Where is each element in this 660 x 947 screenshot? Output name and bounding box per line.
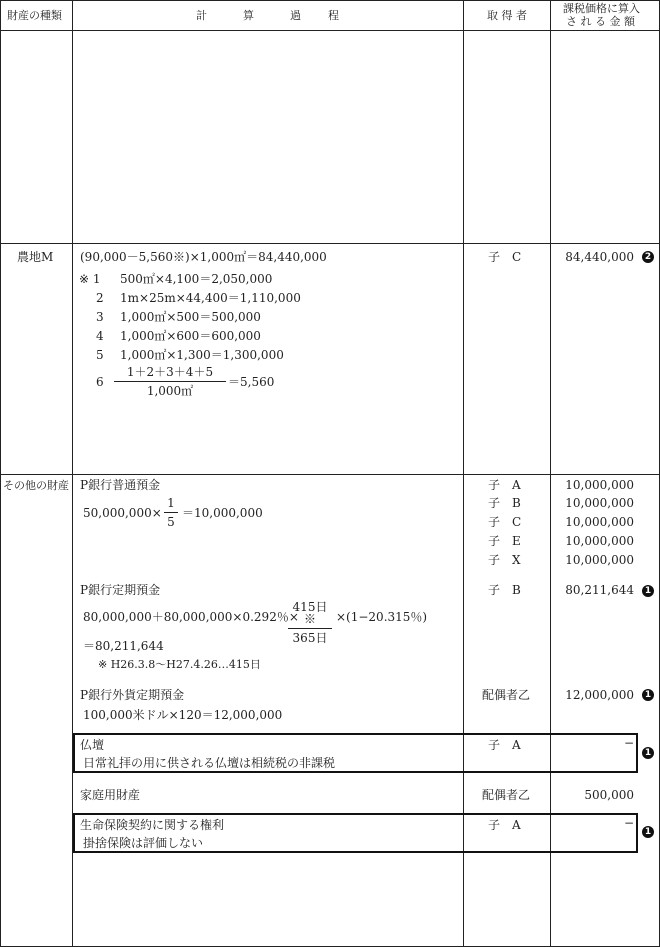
butsudan-text: 日常礼拝の用に供される仏壇は相続税の非課税 [83,756,336,770]
farmland-note6-numerator: 1＋2＋3＋4＋5 [126,365,214,379]
fraction-bar [164,512,178,513]
ordinary-formula-post: ＝10,000,000 [182,506,263,520]
farmland-note-4: 1,000㎡×600＝600,000 [120,329,261,343]
butsudan-acquirer: 子 A [488,738,521,752]
foreign-acquirer: 配偶者乙 [482,688,531,702]
ordinary-acquirer-5: 子 X [488,553,521,567]
household-title: 家庭用財産 [80,788,141,802]
ordinary-formula-pre: 50,000,000× [83,506,162,520]
table-border-top [0,0,660,1]
farmland-type: 農地M [17,250,54,264]
score-badge-1: 1 [642,826,654,838]
farmland-note6-fraction [114,366,226,397]
farmland-note-no-5: 5 [96,348,104,362]
header-amount-line1: 課税価格に算入 [563,2,640,15]
fraction-bar [288,628,332,629]
ordinary-denominator: 5 [167,515,175,529]
farmland-formula: (90,000－5,560※)×1,000㎡＝84,440,000 [80,250,327,264]
time-fraction [288,601,332,644]
farmland-note6-denominator: 1,000㎡ [146,384,194,398]
header-calc-1: 計 [196,9,207,22]
score-badge-1: 1 [642,585,654,597]
insurance-amount: − [623,816,634,830]
ordinary-acquirer-4: 子 E [488,534,521,548]
time-amount: 80,211,644 [565,583,634,597]
ordinary-fraction [164,497,178,528]
time-denominator: 365日 [292,631,328,645]
farmland-note-2: 1m×25m×44,400＝1,110,000 [120,291,301,305]
ordinary-acquirer-3: 子 C [488,515,522,529]
insurance-acquirer: 子 A [488,818,521,832]
farmland-note-no-4: 4 [96,329,104,343]
ordinary-amount-5: 10,000,000 [565,553,634,567]
header-acquirer: 取 得 者 [487,9,527,22]
time-formula-post: ×(1−20.315％) [336,610,428,624]
header-calc-4: 程 [328,9,339,22]
score-badge-1: 1 [642,689,654,701]
header-calc-2: 算 [243,9,254,22]
farmland-note-no-6: 6 [96,375,104,389]
butsudan-amount: − [623,736,634,750]
foreign-deposit-title: P銀行外貨定期預金 [80,688,185,702]
ordinary-acquirer-2: 子 B [488,496,521,510]
farmland-amount: 84,440,000 [565,250,634,264]
farmland-note-no-1: ※ 1 [79,272,101,286]
time-deposit-title: P銀行定期預金 [80,583,161,597]
ordinary-amount-1: 10,000,000 [565,478,634,492]
time-acquirer: 子 B [488,583,521,597]
time-formula-pre: 80,000,000＋80,000,000×0.292％× [83,610,299,624]
score-badge-1: 1 [642,747,654,759]
header-property-type: 財産の種類 [7,9,62,22]
ordinary-numerator: 1 [167,496,175,510]
row-divider-farmland [0,243,660,244]
farmland-note-3: 1,000㎡×500＝500,000 [120,310,261,324]
household-acquirer: 配偶者乙 [482,788,531,802]
farmland-note6-result: ＝5,560 [228,375,275,389]
row-divider-other [0,474,660,475]
time-period-note: ※ H26.3.8〜H27.4.26…415日 [98,658,261,671]
ordinary-acquirer-1: 子 A [488,478,521,492]
insurance-title: 生命保険契約に関する権利 [80,818,225,832]
insurance-text: 掛捨保険は評価しない [83,836,204,850]
header-row-divider [0,30,660,31]
butsudan-title: 仏壇 [80,738,105,752]
ordinary-deposit-title: P銀行普通預金 [80,478,161,492]
household-amount: 500,000 [584,788,634,802]
other-type: その他の財産 [3,479,69,492]
foreign-formula: 100,000米ドル×120＝12,000,000 [83,708,283,722]
foreign-amount: 12,000,000 [565,688,634,702]
header-calc-3: 過 [290,9,301,22]
ordinary-amount-2: 10,000,000 [565,496,634,510]
farmland-note-no-2: 2 [96,291,104,305]
farmland-acquirer: 子 C [488,250,522,264]
fraction-bar [114,381,226,382]
farmland-note-no-3: 3 [96,310,104,324]
ordinary-amount-3: 10,000,000 [565,515,634,529]
ordinary-amount-4: 10,000,000 [565,534,634,548]
time-numerator: 415日※ [292,600,328,626]
farmland-note-5: 1,000㎡×1,300＝1,300,000 [120,348,284,362]
score-badge-2: 2 [642,251,654,263]
farmland-note-1: 500㎡×4,100＝2,050,000 [120,272,273,286]
header-amount-line2: さ れ る 金 額 [566,15,635,28]
time-result: ＝80,211,644 [83,639,164,653]
